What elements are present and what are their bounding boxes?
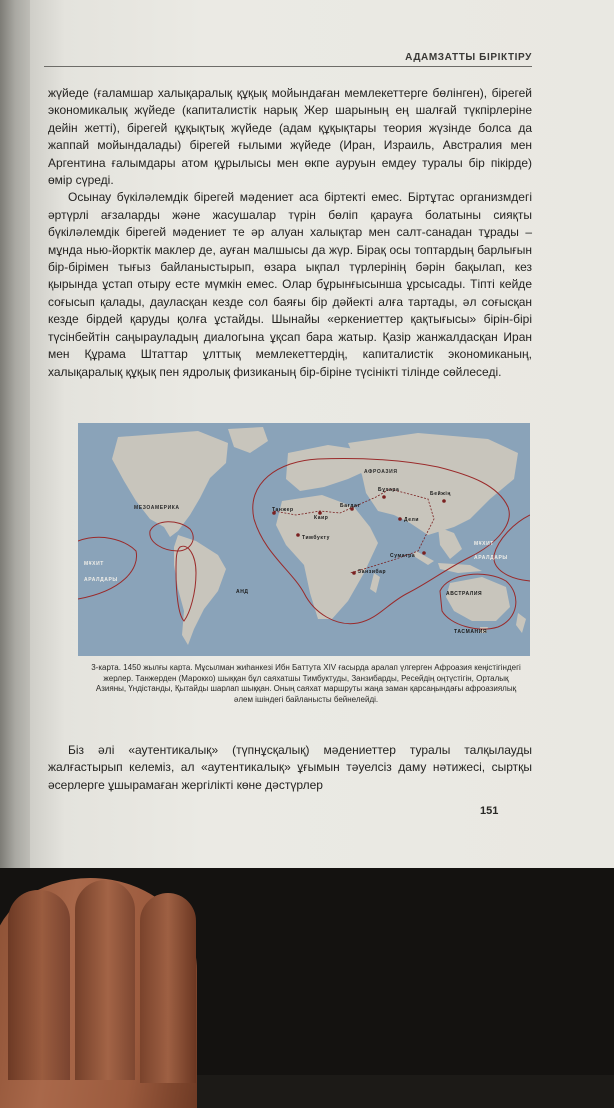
timbuktu-marker xyxy=(296,533,300,537)
map-label-ocean-left-2: АРАЛДАРЫ xyxy=(84,577,118,583)
beijing-marker xyxy=(442,499,446,503)
map-label-cairo: Каир xyxy=(314,515,329,521)
body-text-bottom: Біз әлі «аутентикалық» (түпнұсқалық) мәдениеттер туралы талқылауды жалғастырып келеміз, ал «аутентикалық» ұғымын тәуелсіз даму нәтижесі, сыртқы әсерлерге ұшырамаған жергілікті көне дәстүрлер xyxy=(48,743,532,792)
map-label-zanzibar: Занзибар xyxy=(358,569,387,575)
map-label-timbuktu: Тимбукту xyxy=(302,535,331,541)
australia-landmass xyxy=(446,577,510,621)
south-america-landmass xyxy=(174,535,226,645)
map-label-sumatra: Суматра xyxy=(390,553,416,559)
new-zealand-landmass xyxy=(516,613,526,633)
map-label-tasmania: ТАСМАНИЯ xyxy=(454,629,488,635)
map-label-afroasia: АФРОАЗИЯ xyxy=(364,469,398,475)
sumatra-marker xyxy=(422,551,426,555)
delhi-marker xyxy=(398,517,402,521)
north-america-landmass xyxy=(112,431,228,537)
africa-landmass xyxy=(276,495,378,619)
greenland-landmass xyxy=(228,427,268,453)
hand-finger xyxy=(75,880,135,1080)
asia-landmass xyxy=(348,433,518,535)
hand-finger xyxy=(8,890,70,1080)
map-label-delhi: Дели xyxy=(404,517,420,523)
bukhara-marker xyxy=(382,495,386,499)
map-label-tangier: Танжер xyxy=(272,507,294,513)
madagascar-landmass xyxy=(370,573,380,593)
world-map-figure xyxy=(78,423,530,656)
ocean-islands-left-outline xyxy=(78,537,137,599)
map-label-bukhara: Бұхара xyxy=(378,487,400,493)
paragraph-1: жүйеде (ғаламшар халықаралық құқық мойындаған мемлекеттерге бөлінген), бірегей экономикалық жүйеде (капиталистік нарық Жер шарының ең шалғай түкпірлеріне дейін жетті), бірегей құқықтық жүйеде (адам құқықтары теория жүзінде болса да жаппай мойындалады) бірегей ғылыми жүйеде (Иран, Израиль, Австралия мен Аргентина ғалымдары атом құрылысы мен өкпе ауруын емдеу туралы бір пікірде) өмір сүреді. xyxy=(48,86,532,188)
paragraph-2: Осынау бүкіләлемдік бірегей мәдениет аса біртекті емес. Біртұтас организмдегі әртүрлі ағзаларды және жасушалар түрін бөліп қарауға болатыны сияқты бүкіләлемдік бірегей мәдениет те әр алуан халықтар мен салт-санадан тұрады – мұнда нью-йорктік маклер де, ауған малшысы да жүр. Бірақ осы топтардың барлығын бір-бірімен тығыз байланыстырып, өзара ықпал түрлерінің бәрін бақылап, кез қырында ұстап отыру есте мүмкін емес. Олар бұрынғысынша ұрсысады. Тіпті кейде соғысып қалады, дауласқан кезде сол баяғы бір дәйекті алға тартады, әл соғысқан кезде бірдей қаруды қолға ұстайды. Шынайы «еркениеттер қақтығысы» бірін-бірі түсінбейтін саңырауладың диалогына ұқсап бара жатыр. Қазір жанжалдасқан Иран мен Құрама Штаттар ұлттық мемлекеттердің, капиталистік экономиканың, халықаралық құқық пен ядролық физиканың бір-біріне түсінікті тілінде сөйлеседі. xyxy=(48,190,532,379)
map-label-mesoamerica: МЕЗОАМЕРИКА xyxy=(134,505,180,511)
zanzibar-marker xyxy=(352,571,356,575)
map-label-baghdad: Бағдат xyxy=(340,503,361,509)
map-label-beijing: Бейжің xyxy=(430,491,452,497)
ocean-islands-right-outline xyxy=(494,515,530,581)
hand-finger xyxy=(140,893,196,1083)
running-header: АДАМЗАТТЫ БІРІКТІРУ xyxy=(405,52,532,63)
header-rule xyxy=(44,66,532,67)
map-label-australia: АВСТРАЛИЯ xyxy=(446,591,483,597)
map-caption: 3-карта. 1450 жылғы карта. Мұсылман жиһанкезі Ибн Баттута XIV ғасырда аралап үлгерген Афроазия кеңістігіндегі жерлер. Танжерден (Марокко) шыққан бұл саяхатшы Тимбуктуды, Занзибарды, Ресейдің оңтүстігін, Орталық Азияны, Үндістанды, Қытайды шарлап шыққан. Оның саяхат маршруты жаңа заман қарсаңындағы афроазиялық әлем ішіндегі байланысты бейнелейді. xyxy=(91,663,521,704)
body-text-top xyxy=(48,85,532,381)
map-label-ocean-right-2: АРАЛДАРЫ xyxy=(474,555,508,561)
page-number: 151 xyxy=(480,805,499,817)
map-label-ocean-left-1: МҰХИТ xyxy=(84,561,104,567)
map-label-ocean-right-1: МҰХИТ xyxy=(474,541,494,547)
map-label-andes: АНД xyxy=(236,589,249,595)
indochina-landmass xyxy=(438,527,462,559)
